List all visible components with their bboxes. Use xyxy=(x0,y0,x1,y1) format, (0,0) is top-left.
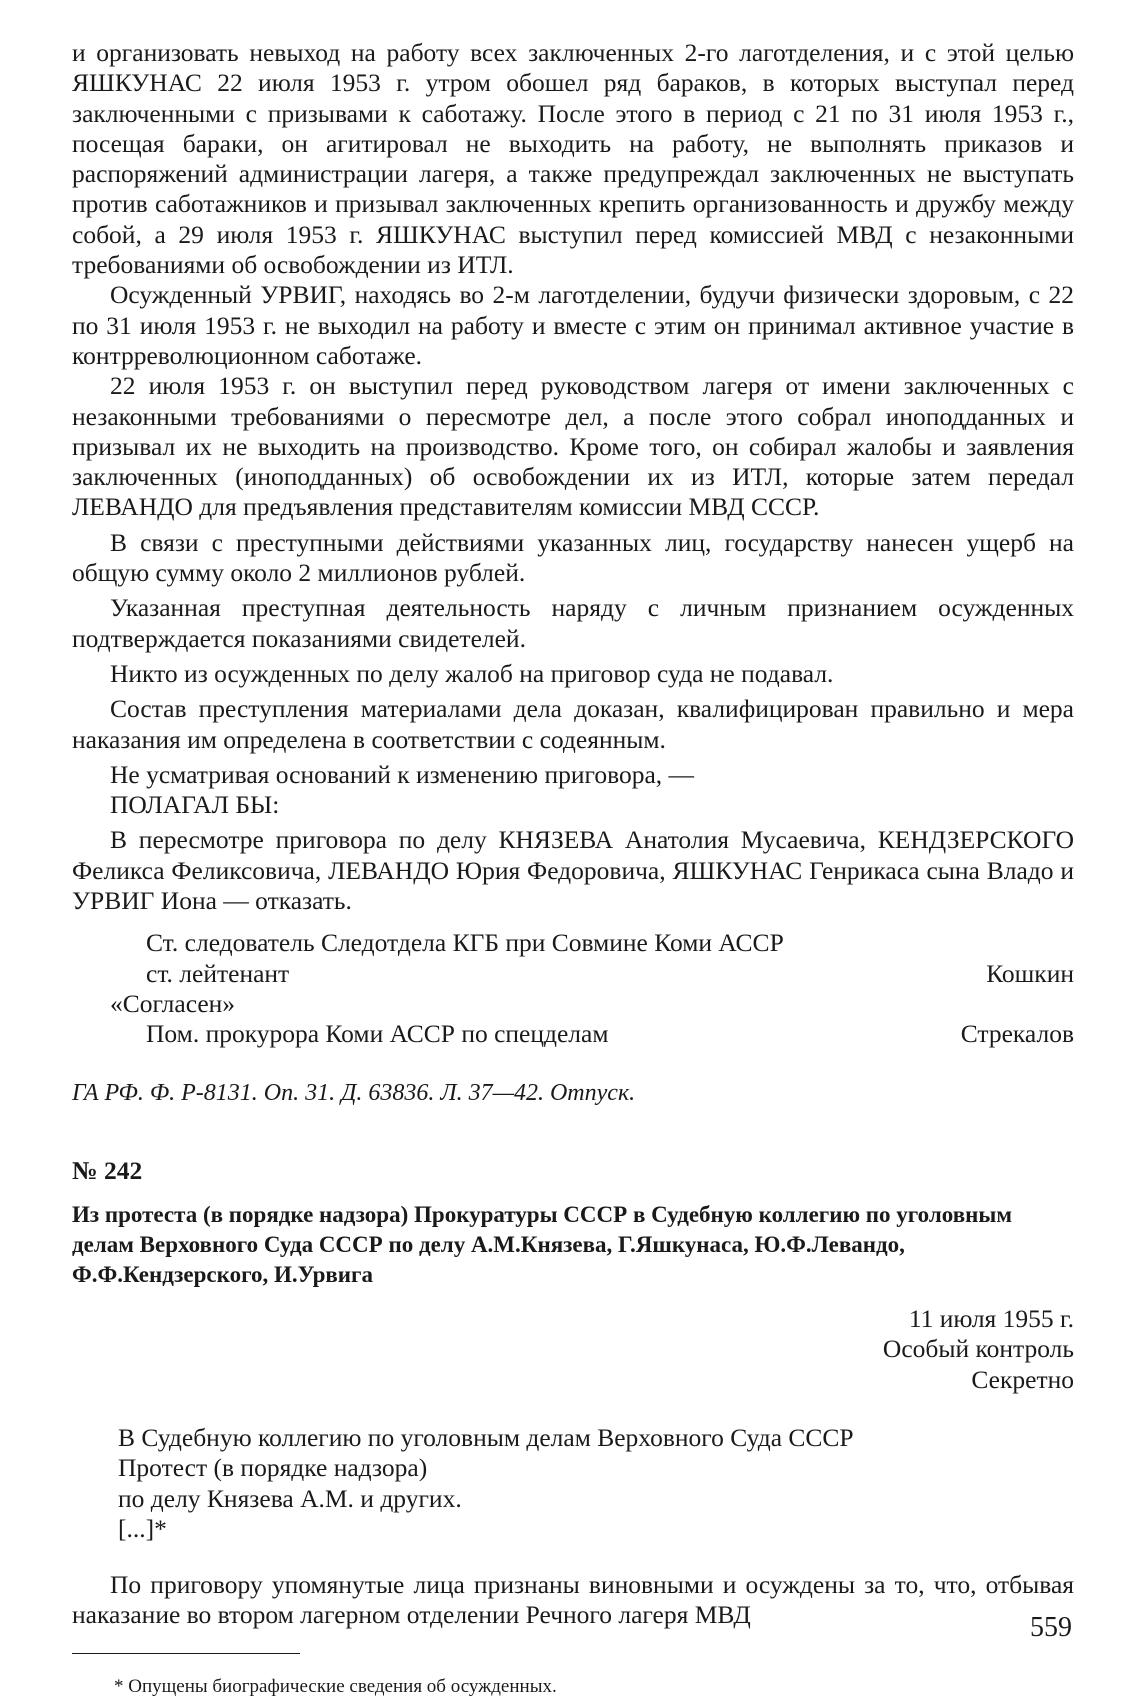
paragraph: Не усматривая оснований к изменению приговора, — xyxy=(110,759,695,789)
signature-name: Кошкин xyxy=(986,958,1074,988)
paragraph: Состав преступления материалами дела доказан, квалифицирован правильно и мера наказания им определена в соответствии с содеянным. xyxy=(72,694,1074,754)
control-mark: Особый контроль xyxy=(882,1334,1074,1364)
footnote-divider xyxy=(72,1653,300,1654)
page-number: 559 xyxy=(1030,1612,1072,1643)
prosecutor-name: Стрекалов xyxy=(960,1019,1074,1049)
archive-reference: ГА РФ. Ф. Р-8131. Оп. 31. Д. 63836. Л. 37—42. Отпуск. xyxy=(72,1079,636,1106)
paragraph: и организовать невыход на работу всех заключенных 2-го лаготделения, и с этой целью ЯШКУНАС 22 июля 1953 г. утром обошел ряд бараков, в которых выступал перед заключенными с призывами к саботажу. После этого в период с 21 по 31 июля 1953 г., посещая бараки, он агитировал не выходить на работу, не выполнять приказов и распоряжений администрации лагеря, а также предупреждал заключенных не выступать против саботажников и призывал заключенных крепить организованность и дружбу между собой, а 29 июля 1953 г. ЯШКУНАС выступил перед комиссией МВД с незаконными требованиями об освобождении из ИТЛ. xyxy=(72,38,1074,280)
addressee: В Судебную коллегию по уголовным делам Верховного Суда СССР xyxy=(118,1422,854,1452)
signature-rank: ст. лейтенант xyxy=(146,958,290,988)
document-date: 11 июля 1955 г. xyxy=(908,1304,1074,1334)
opening-paragraph: По приговору упомянутые лица признаны виновными и осуждены за то, что, отбывая наказание во втором лагерном отделении Речного лагеря МВД xyxy=(72,1570,1074,1630)
prosecutor-row xyxy=(72,1019,1074,1049)
document-title: Из протеста (в порядке надзора) Прокуратуры СССР в Судебную коллегию по уголовным делам Верховного Суда СССР по делу А.М.Князева, Г.Яшкунаса, Ю.Ф.Левандо, Ф.Ф.Кендзерского, И.Урвига xyxy=(72,1202,1013,1288)
footnote: * Опущены биографические сведения об осужденных. xyxy=(114,1675,557,1697)
paragraph: В связи с преступными действиями указанных лиц, государству нанесен ущерб на общую сумму около 2 миллионов рублей. xyxy=(72,527,1074,588)
paragraph: Указанная преступная деятельность наряду с личным признанием осужденных подтверждается показаниями свидетелей. xyxy=(72,593,1074,653)
prosecutor-title: Пом. прокурора Коми АССР по спецделам xyxy=(146,1019,609,1049)
signature-block xyxy=(72,928,1074,1049)
protest-label: Протест (в порядке надзора) xyxy=(118,1453,428,1483)
paragraph: Никто из осужденных по делу жалоб на приговор суда не подавал. xyxy=(110,658,834,688)
paragraph: Осужденный УРВИГ, находясь во 2-м лаготделении, будучи физически здоровым, с 22 по 31 июля 1953 г. не выходил на работу и вместе с этим он принимал активное участие в контрреволюционном саботаже. xyxy=(72,280,1074,370)
omission-mark: [...]* xyxy=(118,1513,167,1543)
agreed-label: «Согласен» xyxy=(110,988,236,1018)
resolution-heading: ПОЛАГАЛ БЫ: xyxy=(110,790,280,820)
main-text xyxy=(72,38,1074,1702)
paragraph: В пересмотре приговора по делу КНЯЗЕВА Анатолия Мусаевича, КЕНДЗЕРСКОГО Феликса Феликсовича, ЛЕВАНДО Юрия Федоровича, ЯШКУНАС Генрикаса сына Владо и УРВИГ Иона — отказать. xyxy=(72,825,1074,916)
paragraph: 22 июля 1953 г. он выступил перед руководством лагеря от имени заключенных с незаконными требованиями о пересмотре дел, а после этого собрал иноподданных и призывал их не выходить на производство. Кроме того, он собирал жалобы и заявления заключенных (иноподданных) об освобождении их из ИТЛ, которые затем передал ЛЕВАНДО для предъявления представителям комиссии МВД СССР. xyxy=(72,371,1074,522)
secrecy-mark: Секретно xyxy=(971,1364,1074,1394)
signature-rank-row xyxy=(72,959,1074,989)
signature-title: Ст. следователь Следотдела КГБ при Совмине Коми АССР xyxy=(146,928,784,958)
case-label: по делу Князева А.М. и других. xyxy=(118,1483,462,1513)
document-number: № 242 xyxy=(72,1155,143,1185)
